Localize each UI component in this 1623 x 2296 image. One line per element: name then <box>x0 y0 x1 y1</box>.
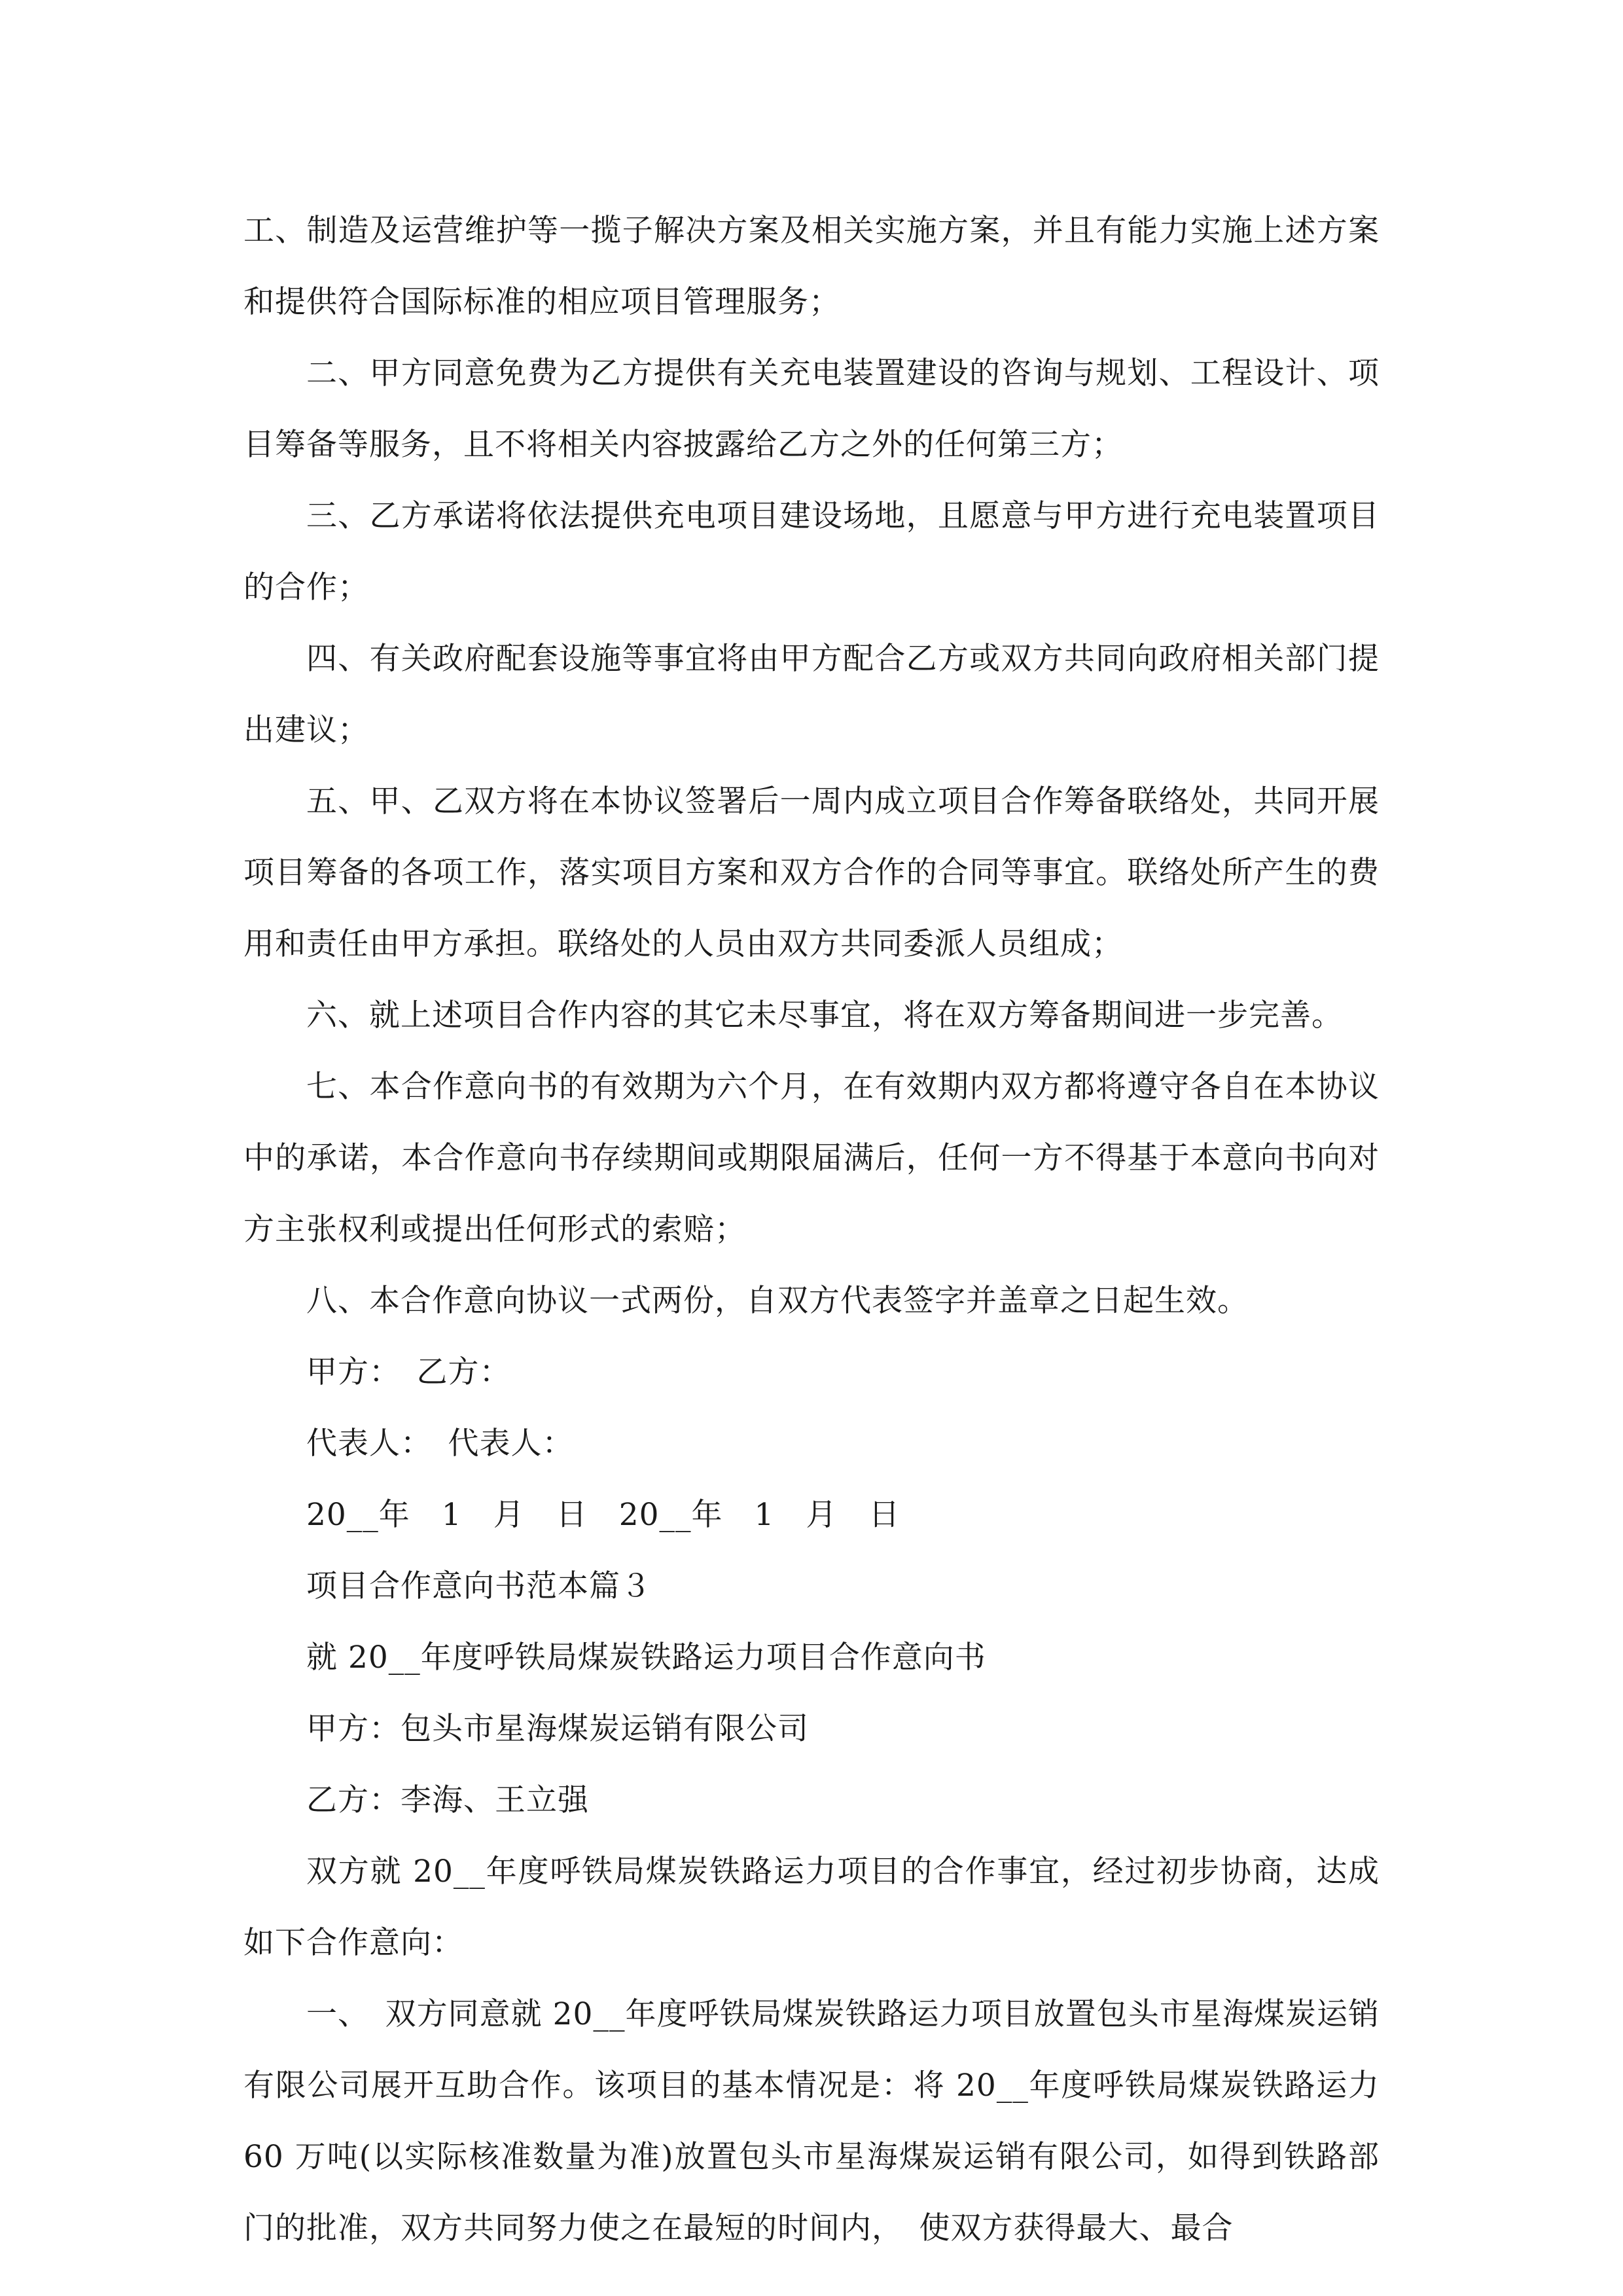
document-body <box>243 195 1380 2264</box>
section-heading: 项目合作意向书范本篇３ <box>306 1568 652 1604</box>
document-title: 就 20__年度呼铁局煤炭铁路运力项目合作意向书 <box>306 1640 986 1676</box>
paragraph-3: 三、乙方承诺将依法提供充电项目建设场地，且愿意与甲方进行充电装置项目的合作； <box>243 498 1380 605</box>
paragraph-1: 工、制造及运营维护等一揽子解决方案及相关实施方案，并且有能力实施上述方案和提供符合国际标准的相应项目管理服务； <box>243 213 1380 320</box>
paragraph-2: 二、甲方同意免费为乙方提供有关充电装置建设的咨询与规划、工程设计、项目筹备等服务，且不将相关内容披露给乙方之外的任何第三方； <box>243 355 1380 463</box>
intro-paragraph: 双方就 20__年度呼铁局煤炭铁路运力项目的合作事宜，经过初步协商，达成如下合作意向： <box>243 1854 1380 1961</box>
paragraph-4: 四、有关政府配套设施等事宜将由甲方配合乙方或双方共同向政府相关部门提出建议； <box>243 641 1380 748</box>
signature-parties-line: 甲方： 乙方： <box>306 1354 511 1390</box>
signature-representatives-line: 代表人： 代表人： <box>306 1426 574 1462</box>
paragraph-8: 八、本合作意向协议一式两份，自双方代表签字并盖章之日起生效。 <box>306 1283 1249 1319</box>
clause-1-paragraph: 一、 双方同意就 20__年度呼铁局煤炭铁路运力项目放置包头市星海煤炭运销有限公司展开互助合作。该项目的基本情况是：将 20__年度呼铁局煤炭铁路运力 60 万吨(以实际核准数量为准)放置包头市星海煤炭运销有限公司，如得到铁路部门的批准，双方共同努力使之在最短的时间内， 使双方获得最大、最合 <box>243 1996 1380 2246</box>
paragraph-5: 五、甲、乙双方将在本协议签署后一周内成立项目合作筹备联络处，共同开展项目筹备的各项工作，落实项目方案和双方合作的合同等事宜。联络处所产生的费用和责任由甲方承担。联络处的人员由双方共同委派人员组成； <box>243 783 1380 962</box>
paragraph-6: 六、就上述项目合作内容的其它未尽事宜，将在双方筹备期间进一步完善。 <box>306 997 1343 1033</box>
party-a-line: 甲方：包头市星海煤炭运销有限公司 <box>306 1711 809 1747</box>
party-b-line: 乙方：李海、王立强 <box>306 1782 589 1818</box>
signature-date-line: 20__年 1 月 日 20__年 1 月 日 <box>306 1497 901 1533</box>
paragraph-7: 七、本合作意向书的有效期为六个月，在有效期内双方都将遵守各自在本协议中的承诺，本合作意向书存续期间或期限届满后，任何一方不得基于本意向书向对方主张权利或提出任何形式的索赔； <box>243 1069 1380 1247</box>
